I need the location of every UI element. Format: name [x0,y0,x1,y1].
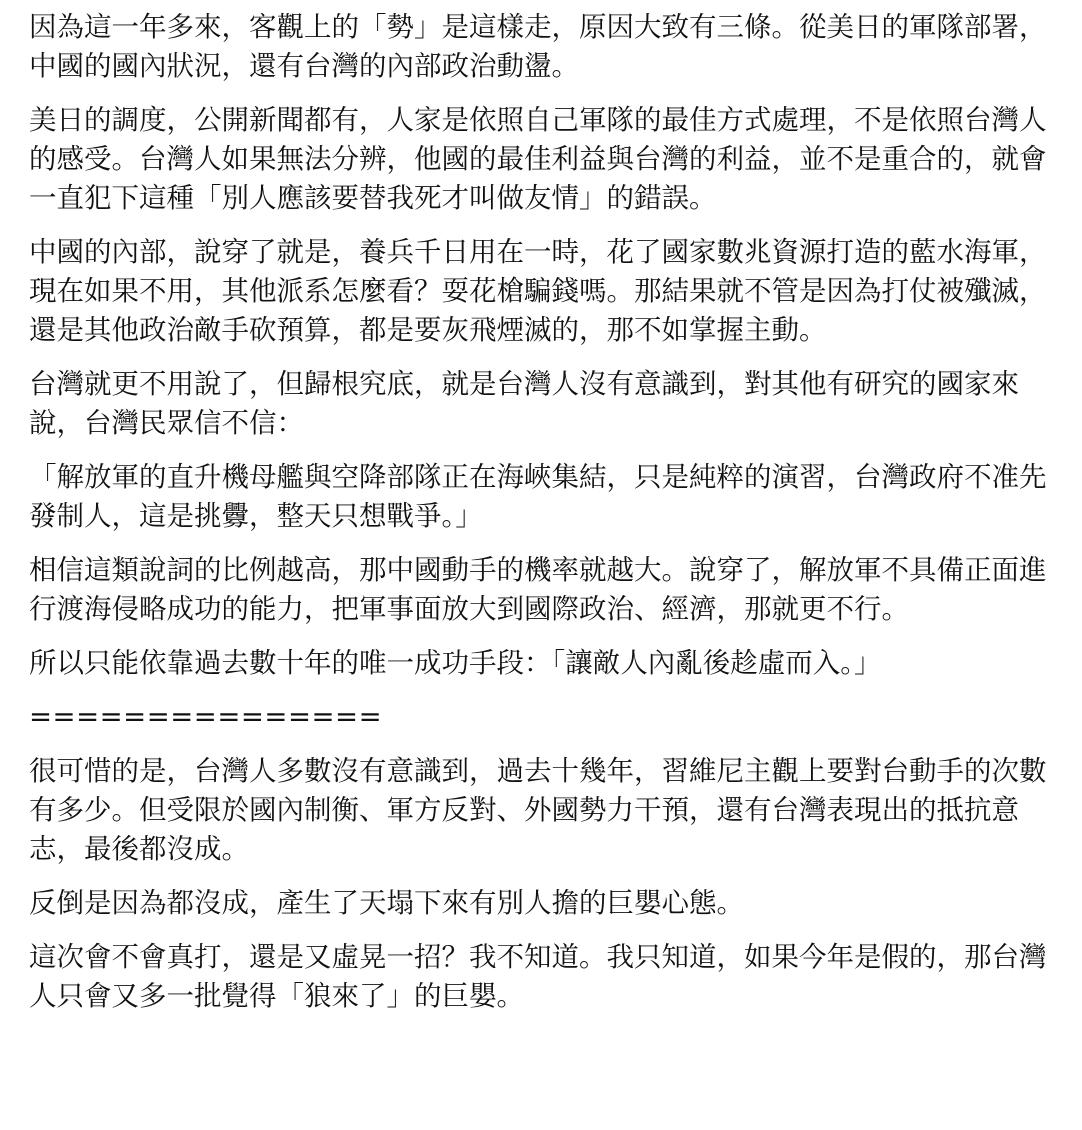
paragraph-conclusion: 這次會不會真打，還是又虛晃一招？我不知道。我只知道，如果今年是假的，那台灣人只會又多一批覺得「狼來了」的巨嬰。 [29,941,1047,1012]
paragraph-quote: 「解放軍的直升機母艦與空降部隊正在海峽集結，只是純粹的演習，台灣政府不准先發制人，這是挑釁，整天只想戰爭。」 [29,461,1047,532]
paragraph-taiwan: 台灣就更不用說了，但歸根究底，就是台灣人沒有意識到，對其他有研究的國家來說，台灣民眾信不信： [29,368,1019,439]
paragraph-regret: 很可惜的是，台灣人多數沒有意識到，過去十幾年，習維尼主觀上要對台動手的次數有多少。但受限於國內制衡、軍方反對、外國勢力干預，還有台灣表現出的抵抗意志，最後都沒成。 [29,755,1047,865]
paragraph-us-japan: 美日的調度，公開新聞都有，人家是依照自己軍隊的最佳方式處理，不是依照台灣人的感受。台灣人如果無法分辨，他國的最佳利益與台灣的利益，並不是重合的，就會一直犯下這種「別人應該要替我死才叫做友情」的錯誤。 [29,104,1047,214]
paragraph-strategy: 所以只能依靠過去數十年的唯一成功手段：「讓敵人內亂後趁虛而入。」 [29,647,882,679]
paragraph-reasons: 因為這一年多來，客觀上的「勢」是這樣走，原因大致有三條。從美日的軍隊部署，中國的國內狀況，還有台灣的內部政治動盪。 [29,11,1047,82]
paragraph-china-internal: 中國的內部，說穿了就是，養兵千日用在一時，花了國家數兆資源打造的藍水海軍，現在如果不用，其他派系怎麼看？耍花槍騙錢嗎。那結果就不管是因為打仗被殲滅，還是其他政治敵手砍預算，都是要灰飛煙滅的，那不如掌握主動。 [29,236,1047,346]
post-body [29,8,1059,1031]
paragraph-probability: 相信這類說詞的比例越高，那中國動手的機率就越大。說穿了，解放軍不具備正面進行渡海侵略成功的能力，把軍事面放大到國際政治、經濟，那就更不行。 [29,554,1047,625]
paragraph-mentality: 反倒是因為都沒成，產生了天塌下來有別人擔的巨嬰心態。 [29,887,744,919]
section-divider: =============== [29,701,383,733]
